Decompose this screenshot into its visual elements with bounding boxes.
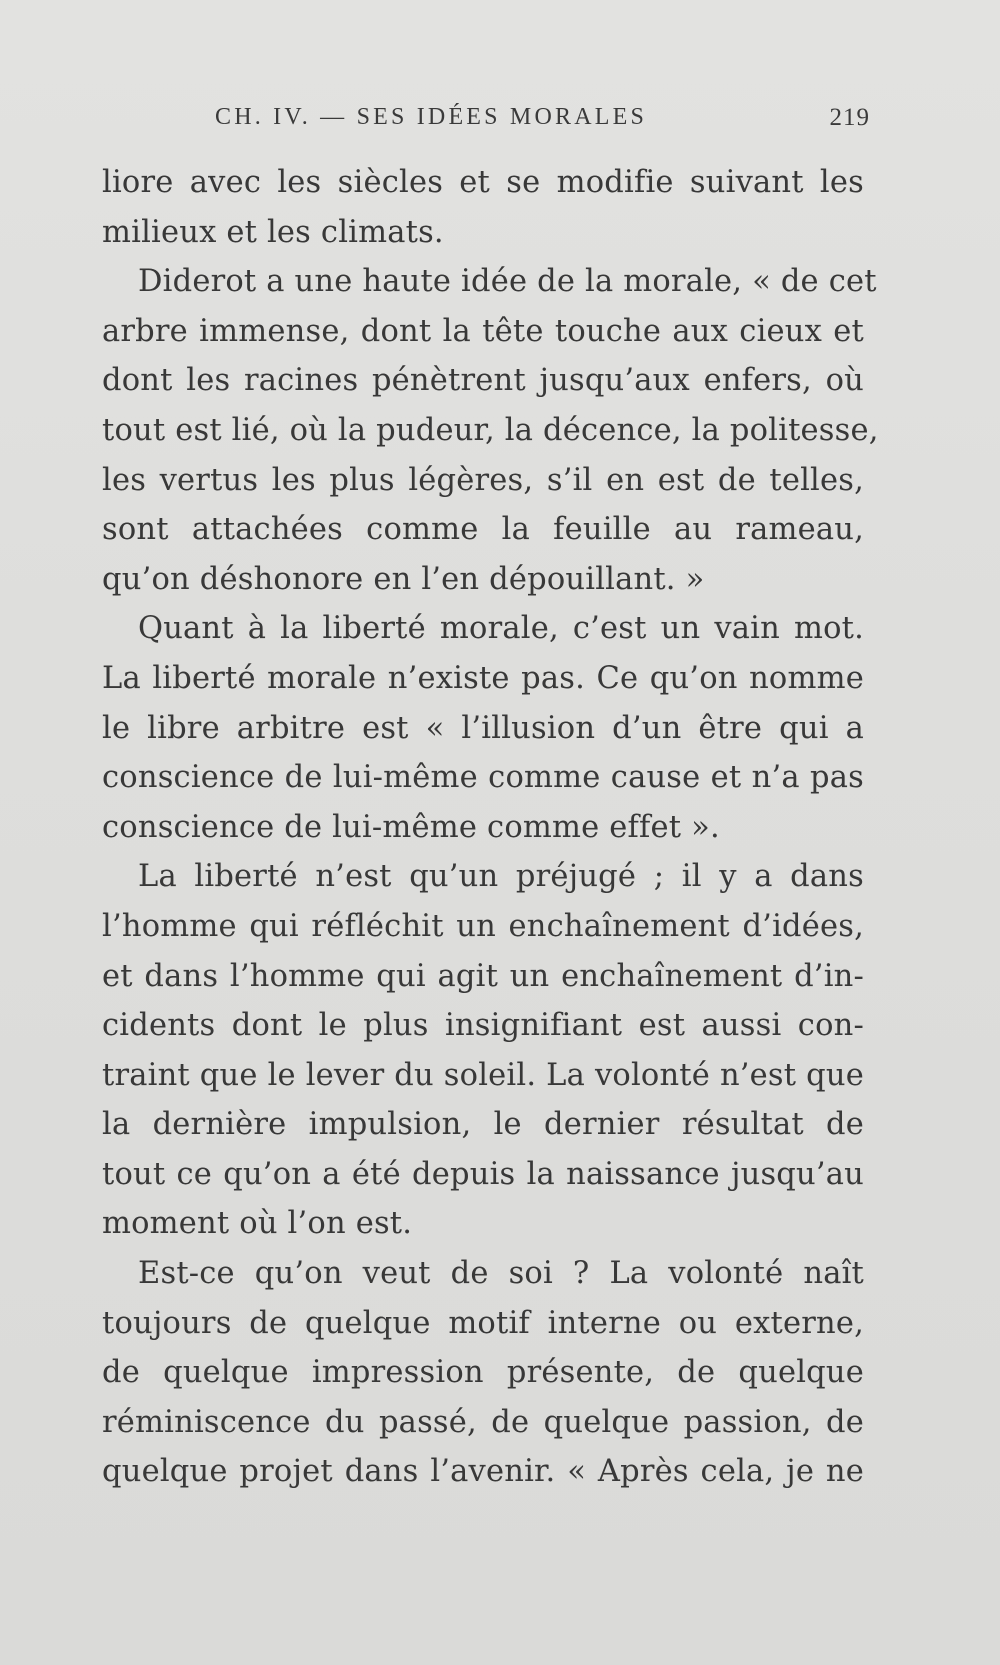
text-line: toujours de quelque motif interne ou externe, [102,1305,864,1341]
page-number: 219 [829,104,870,131]
text-line: traint que le lever du soleil. La volonté n’est que [102,1057,864,1093]
body-text [102,158,879,1497]
text-line: Diderot a une haute idée de la morale, « de cet [138,264,877,300]
text-line: dont les racines pénètrent jusqu’aux enfers, où [102,363,864,399]
text-line: cidents dont le plus insignifiant est aussi con- [102,1008,864,1044]
text-line: La liberté n’est qu’un préjugé ; il y a dans [138,859,864,895]
text-line: moment où l’on est. [102,1206,413,1242]
text-line: arbre immense, dont la tête touche aux cieux et [102,313,864,349]
page-header [215,104,870,144]
text-line: La liberté morale n’existe pas. Ce qu’on nomme [102,660,864,696]
text-line: la dernière impulsion, le dernier résultat de [102,1107,864,1143]
text-line: quelque projet dans l’avenir. « Après cela, je ne [102,1454,864,1490]
text-line: tout est lié, où la pudeur, la décence, la politesse, [102,412,879,448]
text-line: Est-ce qu’on veut de soi ? La volonté naît [138,1256,864,1292]
text-line: conscience de lui-même comme cause et n’a pas [102,760,864,796]
text-line: liore avec les siècles et se modifie suivant les [102,165,864,200]
running-title: CH. IV. — SES IDÉES MORALES [215,104,647,130]
text-line: conscience de lui-même comme effet ». [102,809,720,845]
text-line: Quant à la liberté morale, c’est un vain mot. [138,611,864,647]
text-line: de quelque impression présente, de quelque [102,1355,864,1391]
text-line: réminiscence du passé, de quelque passion, de [102,1404,864,1440]
text-line: les vertus les plus légères, s’il en est de telles, [102,462,864,498]
text-line: milieux et les climats. [102,214,444,250]
text-line: sont attachées comme la feuille au rameau, [102,512,864,548]
text-line: tout ce qu’on a été depuis la naissance jusqu’au [102,1156,864,1192]
text-line: le libre arbitre est « l’illusion d’un être qui a [102,710,864,746]
text-line: qu’on déshonore en l’en dépouillant. » [102,561,705,597]
text-line: l’homme qui réfléchit un enchaînement d’idées, [102,908,864,944]
text-line: et dans l’homme qui agit un enchaînement d’in- [102,958,864,994]
